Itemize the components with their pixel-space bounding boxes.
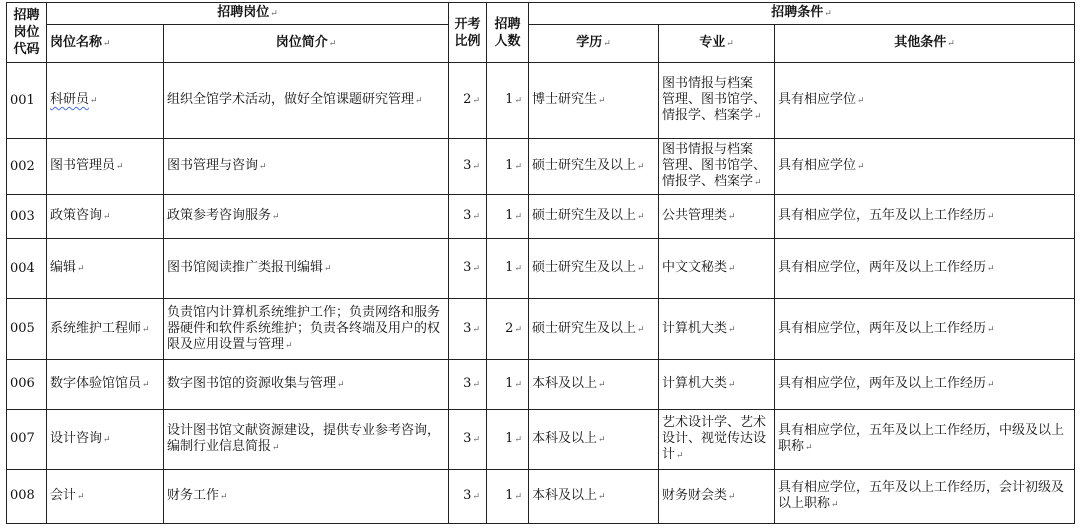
- paragraph-mark: ↵: [514, 96, 522, 107]
- cell-major: [659, 299, 775, 359]
- header-position-desc: [164, 25, 449, 63]
- position-description: 财务工作: [167, 487, 220, 503]
- cell-education: [529, 409, 659, 469]
- header-ratio-line1: 开考: [454, 16, 481, 32]
- cell-code: [7, 239, 47, 299]
- position-name: 数字体验馆馆员: [50, 375, 142, 391]
- position-name: 图书管理员: [50, 158, 116, 174]
- paragraph-mark: ↵: [598, 96, 606, 107]
- paragraph-mark: ↵: [947, 39, 955, 49]
- cell-ratio: [449, 63, 487, 139]
- paragraph-mark: ↵: [472, 162, 480, 173]
- cell-name: [47, 469, 164, 523]
- cell-other: [775, 299, 1075, 359]
- other-requirement: 具有相应学位，两年及以上工作经历: [778, 375, 987, 391]
- header-code-line1: 招聘: [13, 8, 40, 23]
- other-requirement: 具有相应学位，五年及以上工作经历: [778, 208, 987, 224]
- cell-count: [487, 299, 529, 359]
- paragraph-mark: ↵: [637, 212, 645, 223]
- cell-other: [775, 359, 1075, 409]
- position-code: 005: [10, 321, 35, 337]
- position-code: 002: [10, 158, 35, 174]
- cell-count: [487, 239, 529, 299]
- header-other: [775, 25, 1075, 63]
- exam-ratio: 3: [463, 430, 472, 446]
- paragraph-mark: ↵: [987, 264, 995, 275]
- cell-desc: [164, 239, 449, 299]
- position-code: 007: [10, 431, 35, 447]
- paragraph-mark: ↵: [987, 379, 995, 390]
- cell-count: [487, 409, 529, 469]
- other-requirement: 具有相应学位，两年及以上工作经历: [778, 320, 987, 336]
- table-row: [7, 195, 1075, 239]
- position-code: 004: [10, 260, 35, 276]
- position-code: 008: [10, 488, 35, 504]
- position-name: 科研员: [50, 92, 90, 108]
- paragraph-mark: ↵: [857, 96, 865, 107]
- education-requirement: 本科及以上: [532, 375, 598, 391]
- cell-code: [7, 195, 47, 239]
- position-code: 006: [10, 376, 35, 392]
- header-education: [529, 25, 659, 63]
- position-description: 图书管理与咨询: [167, 158, 259, 174]
- paragraph-mark: ↵: [220, 491, 228, 502]
- header-other-text: 其他条件: [894, 35, 947, 50]
- position-name: 编辑: [50, 260, 77, 276]
- paragraph-mark: ↵: [637, 324, 645, 335]
- paragraph-mark: ↵: [728, 264, 736, 275]
- header-position-group-text: 招聘岗位: [217, 5, 270, 20]
- position-description: 设计图书馆文献资源建设，提供专业参考咨询，编制行业信息简报: [167, 422, 441, 454]
- header-major: [659, 25, 775, 63]
- cell-count: [487, 139, 529, 195]
- paragraph-mark: ↵: [285, 340, 293, 351]
- cell-count: [487, 195, 529, 239]
- exam-ratio: 2: [463, 92, 472, 108]
- recruitment-table: [6, 2, 1075, 524]
- cell-name: [47, 239, 164, 299]
- cell-desc: [164, 359, 449, 409]
- header-position-desc-text: 岗位简介: [275, 35, 328, 50]
- major-line: 设计、视觉传达设: [662, 430, 767, 446]
- cell-other: [775, 139, 1075, 195]
- cell-other: [775, 239, 1075, 299]
- cell-desc: [164, 469, 449, 523]
- cell-education: [529, 139, 659, 195]
- paragraph-mark: ↵: [337, 379, 345, 390]
- cell-major: [659, 239, 775, 299]
- paragraph-mark: ↵: [831, 499, 839, 510]
- exam-ratio: 3: [463, 158, 472, 174]
- paragraph-mark: ↵: [637, 264, 645, 275]
- cell-major: [659, 409, 775, 469]
- position-description: 图书馆阅读推广类报刊编辑: [167, 260, 324, 276]
- position-description: 数字图书馆的资源收集与管理: [167, 375, 337, 391]
- cell-major: [659, 195, 775, 239]
- cell-education: [529, 359, 659, 409]
- paragraph-mark: ↵: [103, 212, 111, 223]
- hire-count: 1: [505, 92, 514, 108]
- paragraph-mark: ↵: [472, 212, 480, 223]
- other-requirement: 具有相应学位，五年及以上工作经历，中级及以上职称: [778, 422, 1065, 454]
- paragraph-mark: ↵: [514, 491, 522, 502]
- paragraph-mark: ↵: [142, 379, 150, 390]
- paragraph-mark: ↵: [728, 212, 736, 223]
- education-requirement: 本科及以上: [532, 430, 598, 446]
- table-row: [7, 63, 1075, 139]
- paragraph-mark: ↵: [472, 434, 480, 445]
- paragraph-mark: ↵: [598, 491, 606, 502]
- hire-count: 1: [505, 260, 514, 276]
- cell-name: [47, 359, 164, 409]
- paragraph-mark: ↵: [805, 442, 813, 453]
- major-line: 公共管理类↵: [662, 208, 736, 224]
- header-major-text: 专业: [699, 35, 726, 50]
- paragraph-mark: ↵: [328, 39, 337, 49]
- table-row: [7, 409, 1075, 469]
- paragraph-mark: ↵: [270, 9, 278, 19]
- cell-major: [659, 63, 775, 139]
- recruitment-table-container: [6, 2, 1074, 524]
- cell-education: [529, 195, 659, 239]
- education-requirement: 硕士研究生及以上: [532, 208, 637, 224]
- paragraph-mark: ↵: [77, 264, 85, 275]
- paragraph-mark: ↵: [514, 212, 522, 223]
- header-position-group: [47, 3, 449, 25]
- paragraph-mark: ↵: [514, 434, 522, 445]
- other-requirement: 具有相应学位，五年及以上工作经历，会计初级及以上职称: [778, 479, 1065, 511]
- paragraph-mark: ↵: [259, 162, 267, 173]
- header-code: [7, 3, 47, 63]
- cell-name: [47, 299, 164, 359]
- header-count: [487, 3, 529, 63]
- cell-education: [529, 239, 659, 299]
- major-line: 计算机大类↵: [662, 375, 736, 391]
- table-row: [7, 359, 1075, 409]
- other-requirement: 具有相应学位，两年及以上工作经历: [778, 260, 987, 276]
- position-name: 政策咨询: [50, 208, 103, 224]
- major-line: 财务财会类↵: [662, 487, 736, 503]
- cell-other: [775, 469, 1075, 523]
- header-education-text: 学历: [576, 35, 603, 50]
- header-position-name: [47, 25, 164, 63]
- cell-desc: [164, 63, 449, 139]
- position-description: 负责馆内计算机系统维护工作；负责网络和服务器硬件和软件系统维护；负责各终端及用户的权限及应用设置与管理: [167, 304, 441, 352]
- header-conditions-group: [529, 3, 1075, 25]
- exam-ratio: 3: [463, 320, 472, 336]
- hire-count: 1: [505, 208, 514, 224]
- position-name: 设计咨询: [50, 430, 103, 446]
- hire-count: 1: [505, 375, 514, 391]
- hire-count: 1: [505, 487, 514, 503]
- paragraph-mark: ↵: [728, 324, 736, 335]
- cell-ratio: [449, 195, 487, 239]
- cell-other: [775, 195, 1075, 239]
- exam-ratio: 3: [463, 375, 472, 391]
- cell-code: [7, 469, 47, 523]
- hire-count: 2: [505, 320, 514, 336]
- header-code-line2: 岗位: [13, 25, 40, 40]
- header-count-line1: 招聘: [494, 16, 521, 32]
- major-line: 图书情报与档案: [662, 142, 754, 158]
- paragraph-mark: ↵: [676, 450, 684, 461]
- cell-name: [47, 139, 164, 195]
- major-line: 图书情报与档案: [662, 76, 754, 92]
- header-ratio: [449, 3, 487, 63]
- cell-code: [7, 139, 47, 195]
- cell-major: [659, 359, 775, 409]
- exam-ratio: 3: [463, 260, 472, 276]
- cell-desc: [164, 195, 449, 239]
- paragraph-mark: ↵: [598, 434, 606, 445]
- cell-ratio: [449, 239, 487, 299]
- cell-count: [487, 63, 529, 139]
- position-description: 政策参考咨询服务: [167, 208, 272, 224]
- paragraph-mark: ↵: [472, 264, 480, 275]
- paragraph-mark: ↵: [415, 96, 423, 107]
- cell-education: [529, 469, 659, 523]
- paragraph-mark: ↵: [103, 434, 111, 445]
- education-requirement: 博士研究生: [532, 92, 598, 108]
- header-count-line2: 人数: [494, 33, 521, 49]
- cell-education: [529, 299, 659, 359]
- cell-ratio: [449, 359, 487, 409]
- cell-major: [659, 139, 775, 195]
- cell-code: [7, 299, 47, 359]
- header-ratio-line2: 比例: [454, 33, 481, 49]
- cell-count: [487, 469, 529, 523]
- paragraph-mark: ↵: [77, 491, 85, 502]
- cell-code: [7, 63, 47, 139]
- paragraph-mark: ↵: [272, 442, 280, 453]
- education-requirement: 硕士研究生及以上: [532, 320, 637, 336]
- position-description: 组织全馆学术活动，做好全馆课题研究管理: [167, 92, 415, 108]
- paragraph-mark: ↵: [824, 9, 832, 19]
- cell-other: [775, 409, 1075, 469]
- cell-name: [47, 409, 164, 469]
- cell-code: [7, 409, 47, 469]
- paragraph-mark: ↵: [603, 39, 611, 49]
- cell-desc: [164, 299, 449, 359]
- exam-ratio: 3: [463, 487, 472, 503]
- cell-major: [659, 469, 775, 523]
- education-requirement: 硕士研究生及以上: [532, 158, 637, 174]
- paragraph-mark: ↵: [472, 324, 480, 335]
- table-row: [7, 139, 1075, 195]
- paragraph-mark: ↵: [987, 324, 995, 335]
- header-position-name-text: 岗位名称: [50, 35, 103, 50]
- paragraph-mark: ↵: [324, 264, 332, 275]
- major-line: 管理、图书馆学、: [662, 92, 767, 108]
- paragraph-mark: ↵: [754, 178, 762, 189]
- major-line: 情报学、档案学↵: [662, 108, 762, 124]
- table-body: [7, 63, 1075, 524]
- table-row: [7, 299, 1075, 359]
- table-row: [7, 239, 1075, 299]
- education-requirement: 本科及以上: [532, 487, 598, 503]
- table-row: [7, 469, 1075, 523]
- major-line: 中文文秘类↵: [662, 260, 736, 276]
- other-requirement: 具有相应学位: [778, 158, 857, 174]
- position-name: 会计: [50, 487, 77, 503]
- paragraph-mark: ↵: [142, 324, 150, 335]
- cell-desc: [164, 139, 449, 195]
- cell-code: [7, 359, 47, 409]
- cell-ratio: [449, 299, 487, 359]
- paragraph-mark: ↵: [103, 39, 111, 49]
- paragraph-mark: ↵: [754, 112, 762, 123]
- paragraph-mark: ↵: [514, 162, 522, 173]
- position-name: 系统维护工程师: [50, 320, 142, 336]
- cell-other: [775, 63, 1075, 139]
- cell-name: [47, 63, 164, 139]
- paragraph-mark: ↵: [598, 379, 606, 390]
- cell-name: [47, 195, 164, 239]
- major-line: 艺术设计学、艺术: [662, 414, 767, 430]
- paragraph-mark: ↵: [514, 264, 522, 275]
- major-line: 情报学、档案学↵: [662, 174, 762, 190]
- hire-count: 1: [505, 430, 514, 446]
- paragraph-mark: ↵: [272, 212, 280, 223]
- paragraph-mark: ↵: [728, 379, 736, 390]
- paragraph-mark: ↵: [514, 324, 522, 335]
- cell-ratio: [449, 469, 487, 523]
- paragraph-mark: ↵: [90, 96, 98, 107]
- paragraph-mark: ↵: [987, 212, 995, 223]
- paragraph-mark: ↵: [726, 39, 734, 49]
- cell-education: [529, 63, 659, 139]
- header-code-line3: 代码: [13, 42, 40, 57]
- major-line: 计↵: [662, 446, 684, 462]
- paragraph-mark: ↵: [637, 162, 645, 173]
- paragraph-mark: ↵: [472, 379, 480, 390]
- cell-ratio: [449, 409, 487, 469]
- position-code: 001: [10, 92, 35, 108]
- cell-count: [487, 359, 529, 409]
- paragraph-mark: ↵: [728, 491, 736, 502]
- hire-count: 1: [505, 158, 514, 174]
- paragraph-mark: ↵: [472, 491, 480, 502]
- cell-desc: [164, 409, 449, 469]
- major-line: 管理、图书馆学、: [662, 158, 767, 174]
- paragraph-mark: ↵: [514, 379, 522, 390]
- paragraph-mark: ↵: [116, 162, 124, 173]
- position-code: 003: [10, 208, 35, 224]
- exam-ratio: 3: [463, 208, 472, 224]
- cell-ratio: [449, 139, 487, 195]
- header-conditions-group-text: 招聘条件: [771, 5, 824, 20]
- education-requirement: 硕士研究生及以上: [532, 260, 637, 276]
- major-line: 计算机大类↵: [662, 320, 736, 336]
- other-requirement: 具有相应学位: [778, 92, 857, 108]
- paragraph-mark: ↵: [857, 162, 865, 173]
- paragraph-mark: ↵: [472, 96, 480, 107]
